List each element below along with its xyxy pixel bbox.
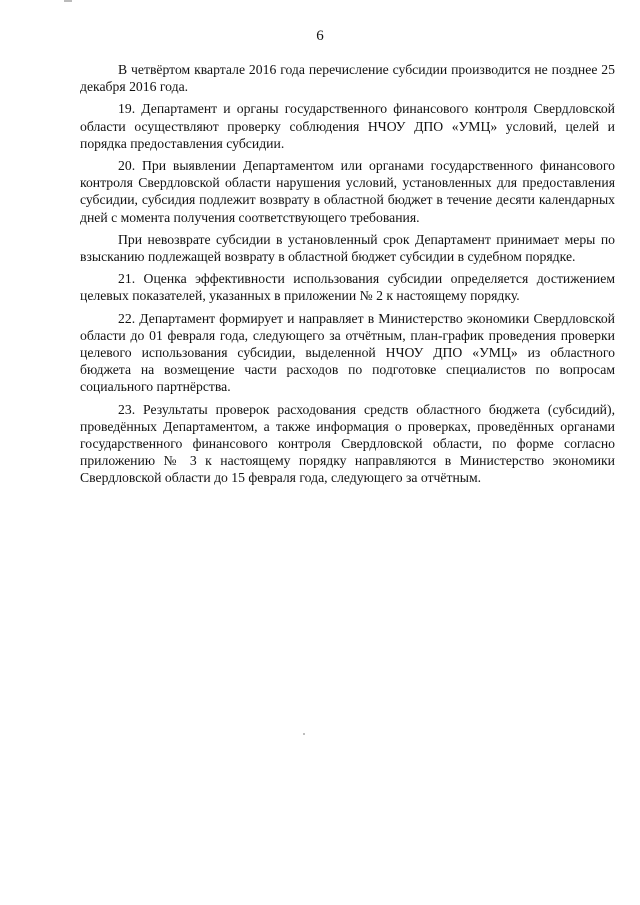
paragraph-q4-transfer: В четвёртом квартале 2016 года перечисление субсидии производится не позднее 25 декабря 2016 года. [80,62,615,95]
page-number: 6 [316,28,324,44]
paragraph-non-return: При невозврате субсидии в установленный срок Департамент принимает меры по взысканию подлежащей возврату в областной бюджет субсидии в судебном порядке. [80,231,615,265]
paragraph-19: 19. Департамент и органы государственного финансового контроля Свердловской области осуществляют проверку соблюдения НЧОУ ДПО «УМЦ» условий, целей и порядка предоставления субсидии. [80,101,615,151]
scan-speck [303,733,305,735]
paragraph-22: 22. Департамент формирует и направляет в Министерство экономики Свердловской области до 01 февраля года, следующего за отчётным, план-график проведения проверки целевого использования субсидии, выделенной НЧОУ ДПО «УМЦ» из областного бюджета на возмещение части расходов по подготовке специалистов по вопросам социального партнёрства. [80,310,615,395]
paragraph-23: 23. Результаты проверок расходования средств областного бюджета (субсидий), проведённых Департаментом, а также информация о проверках, проведённых органами государственного финансового контроля Свердловской области, по форме согласно приложению № 3 к настоящему порядку направляются в Министерство экономики Свердловской области до 15 февраля года, следующего за отчётным. [80,401,615,486]
paragraph-20: 20. При выявлении Департаментом или органами государственного финансового контроля Свердловской области нарушения условий, установленных для предоставления субсидии, субсидия подлежит возврату в областной бюджет в течение десяти календарных дней с момента получения соответствующего требования. [80,158,615,225]
paragraph-21: 21. Оценка эффективности использования субсидии определяется достижением целевых показателей, указанных в приложении № 2 к настоящему порядку. [80,271,615,304]
scan-mark [64,0,72,2]
document-body [80,61,615,492]
